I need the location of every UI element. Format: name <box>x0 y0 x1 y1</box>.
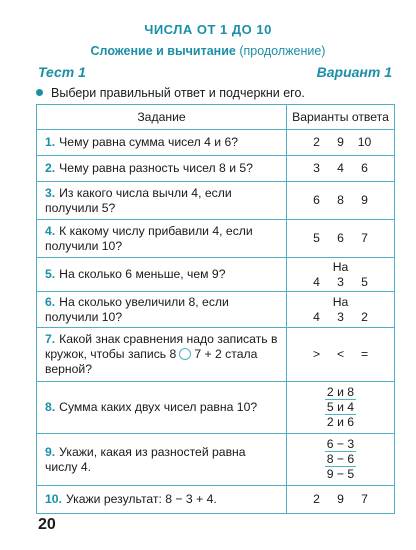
question <box>37 382 287 434</box>
answer-option[interactable]: 8 − 6 <box>326 452 355 466</box>
answer-option[interactable]: 6 <box>361 161 368 175</box>
answer-options <box>287 156 395 182</box>
question <box>37 486 287 514</box>
answer-option[interactable]: 5 <box>361 274 368 289</box>
question-text: Укажи результат: 8 − 3 + 4. <box>65 492 217 506</box>
table-row <box>37 220 395 258</box>
question-number: 4. <box>45 223 56 238</box>
instruction-text: Выбери правильный ответ и подчеркни его. <box>51 86 305 100</box>
table-row <box>37 130 395 156</box>
question-number: 9. <box>45 444 56 459</box>
page-number: 20 <box>38 516 56 533</box>
test-label: Тест 1 <box>38 64 86 80</box>
answer-options <box>287 220 395 258</box>
answer-option[interactable]: 7 <box>361 492 368 506</box>
answer-option[interactable]: 3 <box>337 274 344 289</box>
table-row <box>37 328 395 382</box>
answer-prefix: На <box>332 294 349 309</box>
answer-option[interactable]: 5 и 4 <box>326 400 355 414</box>
answer-option[interactable]: 6 <box>337 231 344 245</box>
answer-options <box>287 382 395 434</box>
answer-options <box>287 258 395 292</box>
subtitle-main: Сложение и вычитание <box>90 44 236 58</box>
bullet-icon <box>36 89 43 96</box>
table-row <box>37 292 395 328</box>
question <box>37 258 287 292</box>
answer-options <box>287 292 395 328</box>
answer-option[interactable]: 5 <box>313 231 320 245</box>
question-text: К какому числу прибавили 4, если получили 10? <box>45 223 253 253</box>
answer-prefix: На <box>332 259 349 274</box>
header-options: Варианты ответа <box>287 105 395 130</box>
answer-options <box>287 328 395 382</box>
question-number: 1. <box>45 135 56 149</box>
table-header-row <box>37 105 395 130</box>
variant-label: Вариант 1 <box>316 64 392 80</box>
question-text: Из какого числа вычли 4, если получили 5? <box>45 185 232 215</box>
instruction <box>36 86 305 100</box>
question-text-a: Какой знак сравнения надо записать в кружок, чтобы запись 8 <box>45 332 278 361</box>
question-number: 5. <box>45 267 56 281</box>
question-text: Чему равна разность чисел 8 и 5? <box>59 161 253 175</box>
answer-options <box>287 486 395 514</box>
answer-option[interactable]: 3 <box>337 309 344 324</box>
table-row <box>37 258 395 292</box>
question-text: На сколько увеличили 8, если получили 10? <box>45 294 229 324</box>
question <box>37 130 287 156</box>
answer-option[interactable]: 2 и 8 <box>326 385 355 399</box>
answer-option[interactable]: 2 <box>313 135 320 149</box>
table-row <box>37 382 395 434</box>
chapter-title: ЧИСЛА ОТ 1 ДО 10 <box>144 22 272 37</box>
table-row <box>37 434 395 486</box>
header-task: Задание <box>37 105 287 130</box>
question-text: Укажи, какая из разностей равна числу 4. <box>45 444 246 474</box>
question-number: 6. <box>45 294 56 309</box>
answer-option[interactable]: 9 − 5 <box>326 467 355 481</box>
question-text-b: 7 + 2 стала верной? <box>45 347 258 376</box>
answer-option[interactable]: 10 <box>357 135 372 149</box>
answer-option[interactable]: 9 <box>361 193 368 207</box>
subtitle-note: (продолжение) <box>239 44 326 58</box>
question <box>37 328 287 382</box>
answer-option[interactable]: 9 <box>337 135 344 149</box>
question-text: На сколько 6 меньше, чем 9? <box>59 267 226 281</box>
question-number: 3. <box>45 185 56 200</box>
answer-option[interactable]: 8 <box>337 193 344 207</box>
question <box>37 220 287 258</box>
answer-option[interactable]: 9 <box>337 492 344 506</box>
question-text: Чему равна сумма чисел 4 и 6? <box>59 135 239 149</box>
question-number: 8. <box>45 400 56 414</box>
answer-option[interactable]: 4 <box>313 274 320 289</box>
answer-option[interactable]: 6 <box>313 193 320 207</box>
question-text: Сумма каких двух чисел равна 10? <box>59 400 258 414</box>
answer-option[interactable]: 2 <box>361 309 368 324</box>
answer-options <box>287 182 395 220</box>
question <box>37 292 287 328</box>
table-row <box>37 182 395 220</box>
answer-option[interactable]: 7 <box>361 231 368 245</box>
answer-option[interactable]: 6 − 3 <box>326 437 355 451</box>
answer-option[interactable]: 4 <box>337 161 344 175</box>
question-number: 10. <box>45 492 62 506</box>
test-table <box>36 104 395 514</box>
question-number: 2. <box>45 161 56 175</box>
answer-option[interactable]: = <box>360 347 369 361</box>
answer-option[interactable]: < <box>336 347 345 361</box>
question <box>37 434 287 486</box>
answer-option[interactable]: 2 и 6 <box>326 415 355 429</box>
answer-circle-icon[interactable] <box>179 348 191 360</box>
answer-option[interactable]: > <box>312 347 321 361</box>
answer-option[interactable]: 3 <box>313 161 320 175</box>
table-row <box>37 156 395 182</box>
section-subtitle <box>0 44 416 58</box>
question <box>37 156 287 182</box>
question <box>37 182 287 220</box>
answer-option[interactable]: 4 <box>313 309 320 324</box>
answer-option[interactable]: 2 <box>313 492 320 506</box>
answer-options <box>287 434 395 486</box>
question-number: 7. <box>45 332 56 346</box>
answer-options <box>287 130 395 156</box>
table-row <box>37 486 395 514</box>
